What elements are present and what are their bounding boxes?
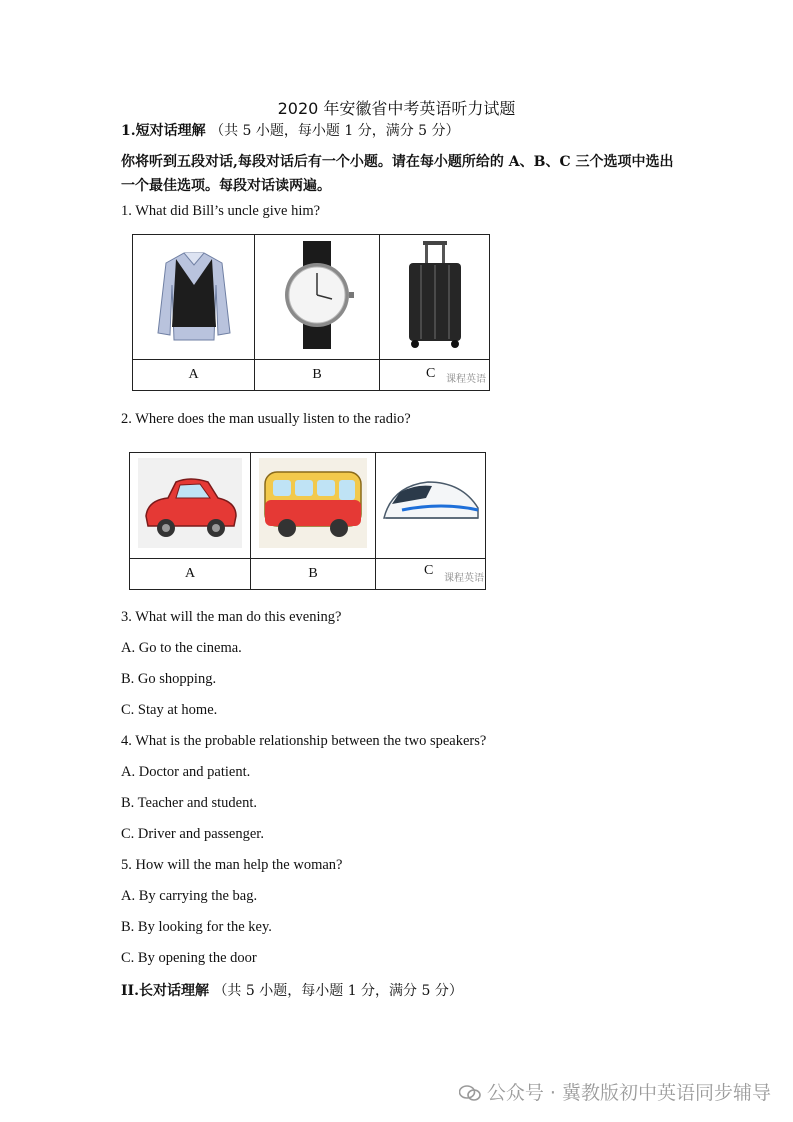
high-speed-train-icon — [382, 468, 480, 538]
suitcase-icon — [403, 241, 467, 349]
footer-text: 公众号 · 冀教版初中英语同步辅导 — [486, 1082, 771, 1104]
option-image-cell — [255, 235, 380, 360]
question-3: 3. What will the man do this evening? — [121, 609, 342, 625]
section-2-note: （共 5 小题，每小题 1 分，满分 5 分） — [213, 983, 463, 999]
question-5-option-c: C. By opening the door — [121, 950, 257, 966]
section-1-number: 1. — [121, 123, 136, 139]
wechat-icon — [459, 1084, 481, 1100]
option-image-cell — [380, 235, 490, 360]
option-label-b: B — [255, 360, 380, 391]
question-3-option-b: B. Go shopping. — [121, 671, 217, 687]
option-label-b: B — [251, 559, 376, 590]
section-1-note: （共 5 小题，每小题 1 分，满分 5 分） — [210, 123, 460, 139]
option-label-c-cell — [380, 360, 490, 391]
section-2-heading — [121, 980, 463, 1000]
question-4-option-c: C. Driver and passenger. — [121, 826, 264, 842]
question-3-option-a: A. Go to the cinema. — [121, 640, 242, 656]
instructions: 你将听到五段对话,每段对话后有一个小题。请在每小题所给的 A、B、C 三个选项中选出一个最佳选项。每段对话读两遍。 — [121, 154, 674, 194]
watermark: 课程英语 — [444, 573, 484, 584]
question-5-option-b: B. By looking for the key. — [121, 919, 272, 935]
question-5: 5. How will the man help the woman? — [121, 857, 343, 873]
option-label-c: C — [424, 563, 434, 578]
watermark: 课程英语 — [446, 374, 486, 385]
section-1-heading — [121, 120, 460, 140]
question-1-options-table — [132, 234, 490, 391]
option-image-cell — [251, 453, 376, 559]
section-2-number: II. — [121, 983, 139, 999]
section-2-name: 长对话理解 — [138, 983, 209, 999]
shirt-with-vest-icon — [154, 245, 234, 345]
section-1-name: 短对话理解 — [135, 123, 206, 139]
page-title: 2020 年安徽省中考英语听力试题 — [277, 99, 516, 118]
question-5-option-a: A. By carrying the bag. — [121, 888, 258, 904]
wristwatch-icon — [272, 241, 362, 349]
option-image-cell — [130, 453, 251, 559]
question-3-option-c: C. Stay at home. — [121, 702, 218, 718]
option-label-a: A — [130, 559, 251, 590]
option-label-a: A — [133, 360, 255, 391]
footer-account — [459, 1078, 771, 1105]
question-1: 1. What did Bill’s uncle give him? — [121, 203, 321, 219]
option-image-cell — [133, 235, 255, 360]
option-label-c: C — [426, 366, 436, 381]
option-image-cell — [376, 453, 486, 559]
question-2-options-table — [129, 452, 486, 590]
question-4-option-b: B. Teacher and student. — [121, 795, 258, 811]
question-4: 4. What is the probable relationship between the two speakers? — [121, 733, 487, 749]
car-icon — [138, 458, 242, 548]
question-2: 2. Where does the man usually listen to the radio? — [121, 411, 411, 427]
bus-icon — [259, 458, 367, 548]
question-4-option-a: A. Doctor and patient. — [121, 764, 251, 780]
option-label-c-cell — [376, 559, 486, 590]
